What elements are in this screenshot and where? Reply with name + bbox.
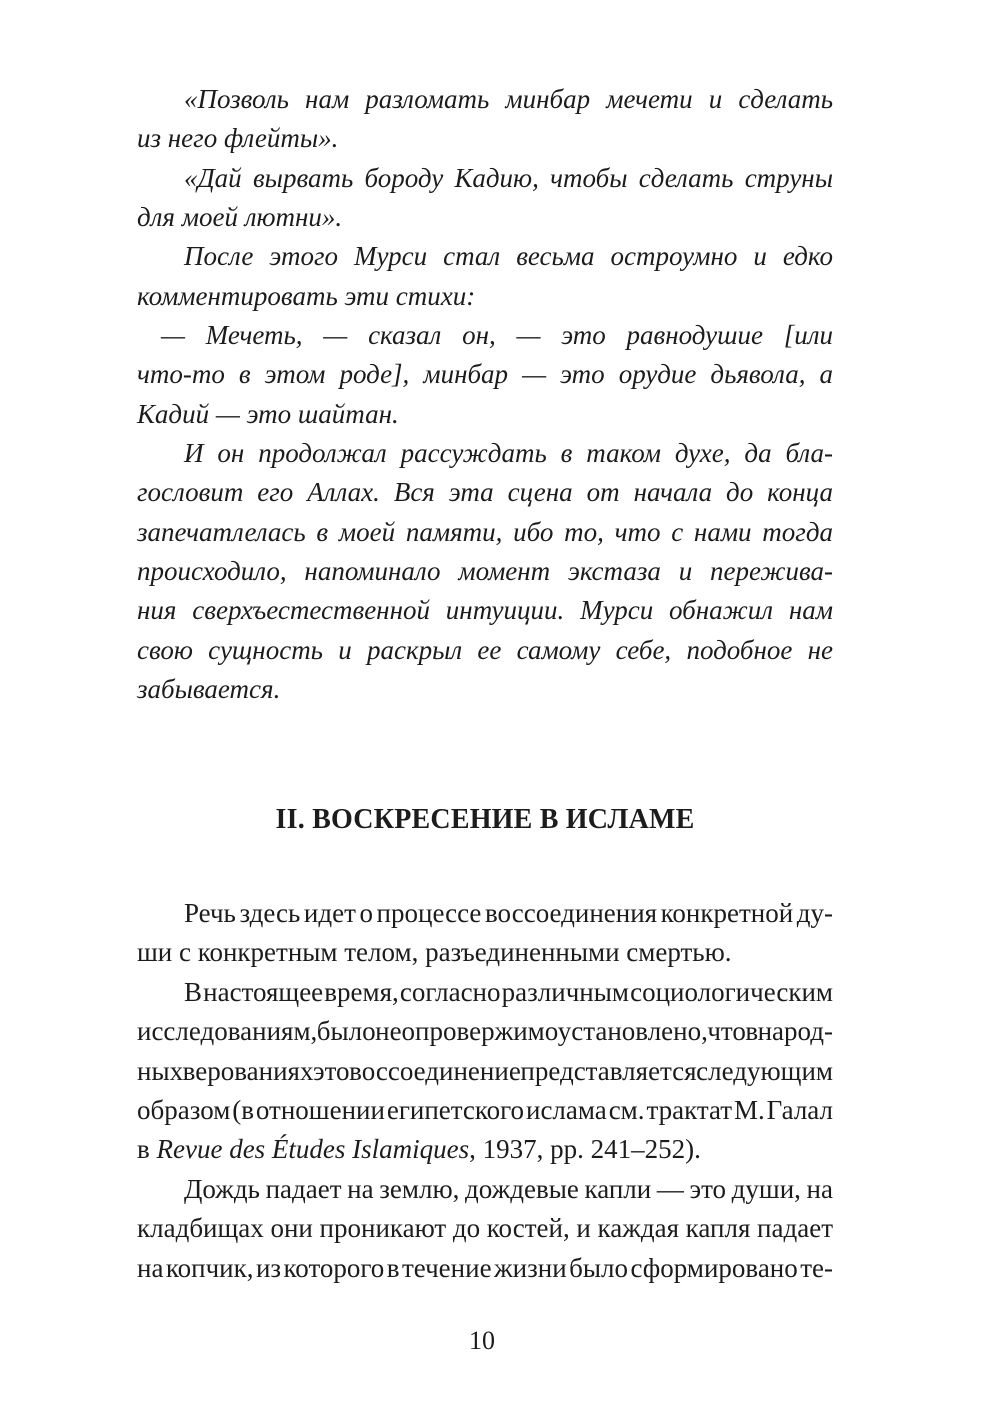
text-line: «Дай вырвать бороду Кадию, чтобы сделать струны bbox=[184, 162, 833, 193]
text-line: гословит его Аллах. Вся эта сцена от начала до конца bbox=[137, 477, 833, 508]
citation-prefix: в bbox=[137, 1134, 157, 1165]
text-line: — Мечеть, — сказал он, — это равнодушие [или bbox=[161, 320, 833, 351]
text-line: что-то в этом роде], минбар — это орудие дьявола, а bbox=[137, 359, 833, 390]
text-line: забывается. bbox=[137, 674, 281, 705]
text-line: ния сверхъестественной интуиции. Мурси обнажил нам bbox=[137, 595, 833, 626]
body-passage bbox=[137, 894, 833, 1288]
text-line: образом (в отношении египетского ислама см. трактат М. Галал bbox=[137, 1095, 833, 1126]
text-line: комментировать эти стихи: bbox=[137, 280, 476, 311]
text-line: запечатлелась в моей памяти, ибо то, что с нами тогда bbox=[137, 516, 833, 547]
text-line: кладбищах они проникают до костей, и каждая капля падает bbox=[137, 1213, 833, 1244]
citation-details: , 1937, pp. 241–252). bbox=[469, 1134, 701, 1165]
text-line: свою сущность и раскрыл ее самому себе, подобное не bbox=[137, 634, 833, 665]
text-line: И он продолжал рассуждать в таком духе, да бла- bbox=[184, 438, 833, 469]
text-line: исследованиям, было неопровержимо установлено, что в народ- bbox=[137, 1016, 833, 1047]
text-line: на копчик, из которого в течение жизни было сформировано те- bbox=[137, 1252, 834, 1283]
text-line: ши с конкретным телом, разъединенными смертью. bbox=[137, 937, 732, 968]
text-line: из него флейты». bbox=[137, 123, 339, 154]
text-line: Дождь падает на землю, дождевые капли — это души, на bbox=[184, 1173, 833, 1204]
section-heading: II. ВОСКРЕСЕНИЕ В ИСЛАМЕ bbox=[275, 804, 695, 835]
text-line: В настоящее время, согласно различным социологическим bbox=[184, 976, 833, 1007]
italic-passage bbox=[137, 80, 833, 710]
text-line: Речь здесь идет о процессе воссоединения конкретной ду- bbox=[184, 898, 833, 928]
text-line: происходило, напоминало момент экстаза и пережива- bbox=[137, 556, 833, 587]
text-line: для моей лютни». bbox=[137, 202, 343, 233]
text-line: После этого Мурси стал весьма остроумно и едко bbox=[184, 241, 833, 272]
journal-title: Revue des Études Islamiques bbox=[156, 1134, 470, 1165]
text-line: «Позволь нам разломать минбар мечети и сделать bbox=[184, 84, 833, 114]
text-line: Кадий — это шайтан. bbox=[137, 398, 399, 429]
page-number: 10 bbox=[469, 1326, 495, 1355]
text-line: ных верованиях это воссоединение представляется следующим bbox=[137, 1055, 833, 1086]
text-line bbox=[137, 1130, 833, 1169]
